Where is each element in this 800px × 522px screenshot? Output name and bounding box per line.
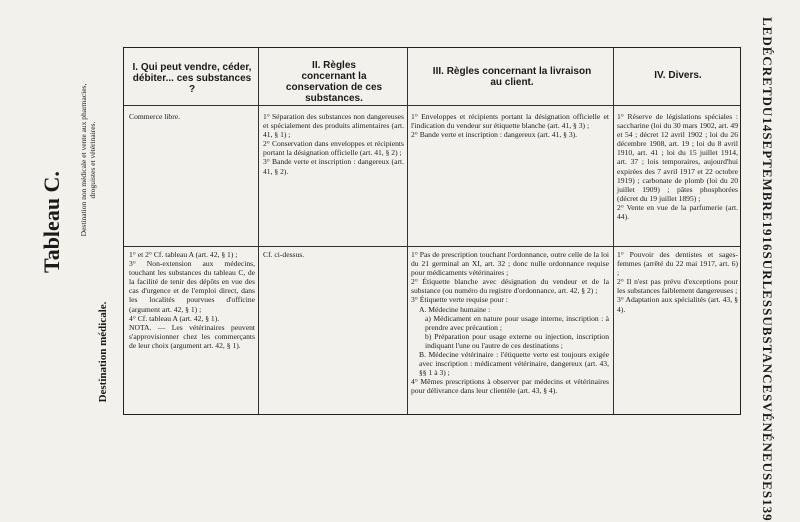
- header-divider: [124, 105, 740, 106]
- cell-paragraph: 3° Adaptation aux spécialités (art. 43, § 4).: [617, 295, 738, 314]
- running-header-word: DU: [760, 96, 775, 118]
- tableau-title: Tableau C.: [39, 171, 64, 273]
- column-divider: [258, 48, 259, 414]
- cell-paragraph: A. Médecine humaine :: [419, 304, 491, 314]
- cell-r1-c1: [129, 112, 255, 121]
- cell-paragraph: 1° et 2° Cf. tableau A (art. 42, § 1) ;: [129, 250, 238, 259]
- cell-paragraph: Commerce libre.: [129, 112, 181, 121]
- cell-paragraph: 3° Étiquette verte requise pour :: [411, 295, 508, 305]
- cell-r2-c2: [263, 250, 404, 259]
- cell-paragraph: 3° Bande verte et inscription : dangereux (art. 41, § 2).: [263, 157, 404, 176]
- cell-r1-c4: [617, 112, 738, 221]
- cell-r2-c4: [617, 250, 738, 314]
- cell-paragraph: Cf. ci-dessus.: [263, 250, 305, 259]
- running-header-word: SUBSTANCES: [760, 308, 775, 403]
- header-col1: I. Qui peut vendre, céder, débiter... ces substances ?: [132, 62, 252, 95]
- running-header-word: LES: [760, 280, 775, 309]
- running-header-word: 139: [760, 499, 775, 522]
- cell-r1-c3: [411, 112, 609, 139]
- running-header-word: SUR: [760, 251, 775, 281]
- cell-paragraph: 3° Non-extension aux médecins, touchant les substances du tableau C, de la facilité de tenir des dépôts en vue des cas d'urgence et de l'emploi direct, dans les localités pourvues d'officine (argument art. 42, § 1) ;: [129, 259, 255, 314]
- header-col4: IV. Divers.: [654, 70, 702, 81]
- cell-paragraph: NOTA. — Les vétérinaires peuvent s'approvisionner chez les commerçants de leur choix (argument art. 42, § 1).: [129, 322, 255, 350]
- header-col2: II. Règles concernant la conservation de ces substances.: [285, 60, 383, 104]
- cell-paragraph: 1° Réserve de législations spéciales : saccharine (loi du 30 mars 1902, art. 49 et 54 ; décret 12 avril 1902 ; loi du 26 décembre 1908, art. 19 ; loi du 8 avril 1910, art. 41 ; loi du 15 juillet 1914, art. 37 ; lois temporaires, aujourd'hui expirées des 7 avril 1917 et 22 octobre 1919) ; carbonate de plomb (loi du 20 juillet 1909) ; pâtes phosphorées (décret du 19 juillet 1895) ;: [617, 112, 738, 203]
- cell-paragraph: b) Préparation pour usage externe ou injection, inscription indiquant l'une ou l'autre de ces destinations ;: [425, 331, 609, 350]
- cell-paragraph: B. Médecine vétérinaire : l'étiquette verte est toujours exigée avec inscription : médicament vétérinaire, dangereux (art. 43, §§ 1 à 3) ;: [419, 350, 609, 378]
- cell-paragraph: 2° Étiquette blanche avec désignation du vendeur et de la substance (ou numéro du registre d'ordonnance, art. 42, § 2) ;: [411, 277, 609, 296]
- cell-paragraph: 2° Bande verte et inscription : dangereux (art. 41, § 3).: [411, 130, 578, 140]
- header-col3: III. Règles concernant la livraison au client.: [432, 66, 592, 88]
- cell-paragraph: 1° Séparation des substances non dangereuses et spécialement des produits alimentaires (art. 41, § 1) ;: [263, 112, 404, 140]
- running-header-word: 14: [760, 117, 775, 133]
- cell-paragraph: 1° Pas de prescription touchant l'ordonnance, outre celle de la loi du 21 germinal an XI, art. 32 ; donc nulle ordonnance requise pour médicaments vétérinaires ;: [411, 250, 609, 278]
- cell-r1-c2: [263, 112, 404, 176]
- row-divider: [124, 246, 740, 247]
- cell-paragraph: 2° Vente en vue de la parfumerie (art. 44).: [617, 202, 738, 222]
- running-header-word: VÉNÉNEUSES: [760, 402, 775, 500]
- running-header-word: DÉCRET: [760, 36, 775, 97]
- column-divider: [613, 48, 614, 414]
- cell-paragraph: 4° Mêmes prescriptions à observer par médecins et vétérinaires pour délivrance dans leur clientèle (art. 43, § 4).: [411, 377, 609, 396]
- running-header: [758, 17, 776, 522]
- cell-paragraph: 1° Pouvoir des dentistes et sages-femmes (arrêté du 22 mai 1917, art. 6) ;: [617, 250, 738, 278]
- row-label-medical: Destination médicale.: [97, 301, 109, 403]
- column-divider: [407, 48, 408, 414]
- running-header-word: 1916: [760, 221, 775, 252]
- cell-paragraph: a) Médicament en nature pour usage interne, inscription : à prendre avec précaution ;: [425, 313, 609, 332]
- cell-r2-c3: [411, 250, 609, 396]
- regulation-table: [123, 47, 741, 415]
- cell-paragraph: 1° Enveloppes et récipients portant la désignation officielle et l'indication du vendeur sur étiquette blanche (art. 41, § 3) ;: [411, 112, 609, 131]
- cell-paragraph: 2° Il n'est pas prévu d'exceptions pour les substances faiblement dangereuses ;: [617, 277, 738, 296]
- cell-paragraph: 2° Conservation dans enveloppes et récipients portant la désignation officielle (art. 41, § 2) ;: [263, 139, 404, 158]
- cell-paragraph: 4° Cf. tableau A (art. 42, § 1).: [129, 313, 220, 323]
- row-label-non-medical: Destination non médicale et vente aux pharmacies, droguistes et vétérinaires.: [79, 83, 97, 237]
- running-header-word: LE: [760, 17, 775, 37]
- running-header-word: SEPTEMBRE: [760, 132, 775, 222]
- cell-r2-c1: [129, 250, 255, 350]
